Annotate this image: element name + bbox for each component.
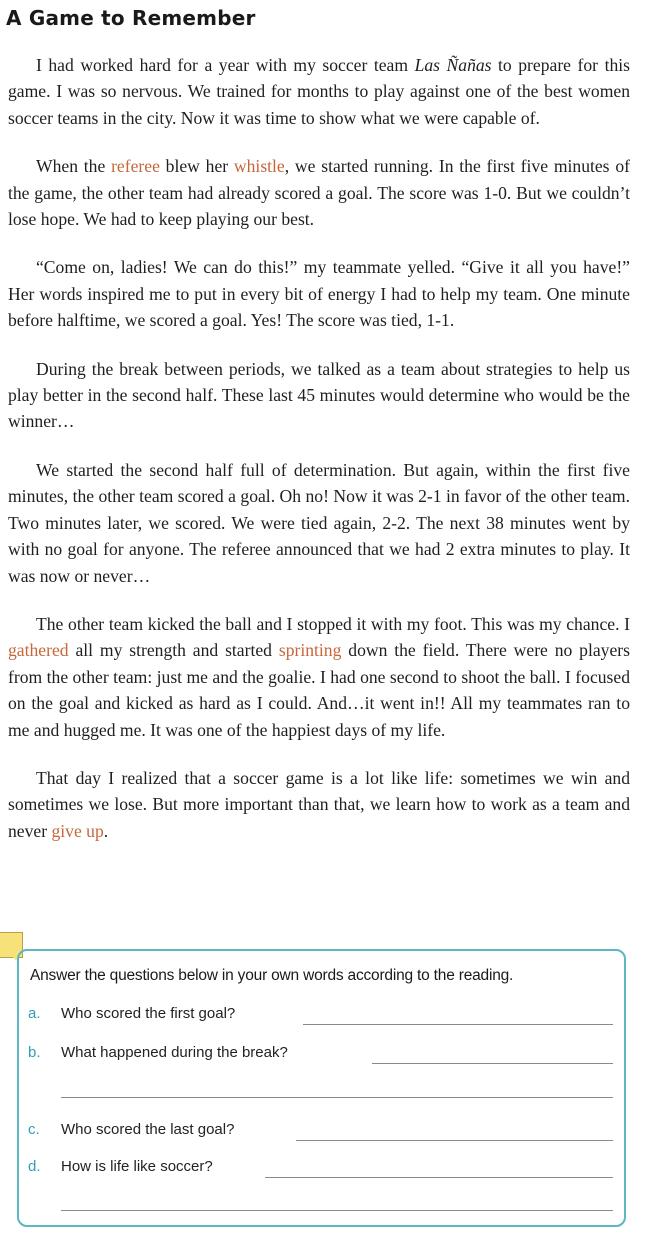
question-c xyxy=(28,1121,613,1143)
answer-line-b2[interactable] xyxy=(61,1097,613,1098)
vocab-referee: referee xyxy=(111,156,160,177)
story-text xyxy=(8,52,630,866)
question-text: Who scored the first goal? xyxy=(61,1005,236,1022)
answer-line-b[interactable] xyxy=(372,1063,613,1064)
vocab-whistle: whistle xyxy=(233,156,285,177)
question-b xyxy=(28,1044,613,1066)
p7-text-b: . xyxy=(103,820,109,841)
p6-text-c: down the field. There were no players from the other team: just me and the goalie. I had one second to shoot the ball. I focused on the goal and kicked as hard as I could. And…it went in!! All my teammates ran to me and hugged me. It was one of the happiest days of my life. xyxy=(8,640,630,740)
paragraph-1 xyxy=(8,52,630,131)
question-a xyxy=(28,1005,613,1027)
paragraph-3: “Come on, ladies! We can do this!” my teammate yelled. “Give it all you have!” Her words inspired me to put in every bit of energy I had to help my team. One minute before halftime, we scored a goal. Yes! The score was tied, 1-1. xyxy=(8,257,630,331)
question-letter: a. xyxy=(28,1005,41,1022)
answer-line-d[interactable] xyxy=(265,1177,613,1178)
paragraph-7 xyxy=(8,765,630,844)
paragraph-4: During the break between periods, we talked as a team about strategies to help us play better in the second half. These last 45 minutes would determine who would be the winner… xyxy=(8,358,630,432)
questions-instruction: Answer the questions below in your own words according to the reading. xyxy=(30,967,514,984)
p6-text-b: all my strength and started xyxy=(68,640,279,661)
questions-box xyxy=(17,949,626,1227)
question-letter: d. xyxy=(28,1158,41,1175)
vocab-sprinting: sprinting xyxy=(278,640,342,661)
p2-text-b: blew her xyxy=(159,156,234,177)
p6-text-a: The other team kicked the ball and I stopped it with my foot. This was my chance. I xyxy=(36,613,630,634)
vocab-give-up: give up xyxy=(51,820,104,841)
paragraph-2 xyxy=(8,153,630,232)
answer-line-c[interactable] xyxy=(296,1140,613,1141)
question-letter: b. xyxy=(28,1044,41,1061)
team-name: Las Ñañas xyxy=(414,55,492,75)
p1-text-b: to prepare for this game. I was so nervous. We trained for months to play against one of the best women soccer teams in the city. Now it was time to show what we were capable of. xyxy=(8,55,630,128)
page-title: A Game to Remember xyxy=(6,6,256,30)
question-d xyxy=(28,1158,613,1180)
answer-line-d2[interactable] xyxy=(61,1210,613,1211)
p1-text-a: I had worked hard for a year with my soccer team xyxy=(36,55,415,75)
question-text: How is life like soccer? xyxy=(61,1158,213,1175)
question-text: What happened during the break? xyxy=(61,1044,288,1061)
vocab-gathered: gathered xyxy=(8,640,69,661)
answer-line-a[interactable] xyxy=(303,1024,613,1025)
p2-text-c: , we started running. In the first five minutes of the game, the other team had already scored a goal. The score was 1-0. But we couldn’t lose hope. We had to keep playing our best. xyxy=(8,156,630,230)
question-text: Who scored the last goal? xyxy=(61,1121,235,1138)
paragraph-6 xyxy=(8,611,630,743)
question-letter: c. xyxy=(28,1121,40,1138)
p7-text-a: That day I realized that a soccer game is a lot like life: sometimes we win and sometimes we lose. But more important than that, we learn how to work as a team and never xyxy=(8,767,630,841)
p2-text-a: When the xyxy=(36,156,112,177)
paragraph-5: We started the second half full of determination. But again, within the first five minutes, the other team scored a goal. Oh no! Now it was 2-1 in favor of the other team. Two minutes later, we scored. We were tied again, 2-2. The next 38 minutes went by with no goal for anyone. The referee announced that we had 2 extra minutes to play. It was now or never… xyxy=(8,459,630,586)
